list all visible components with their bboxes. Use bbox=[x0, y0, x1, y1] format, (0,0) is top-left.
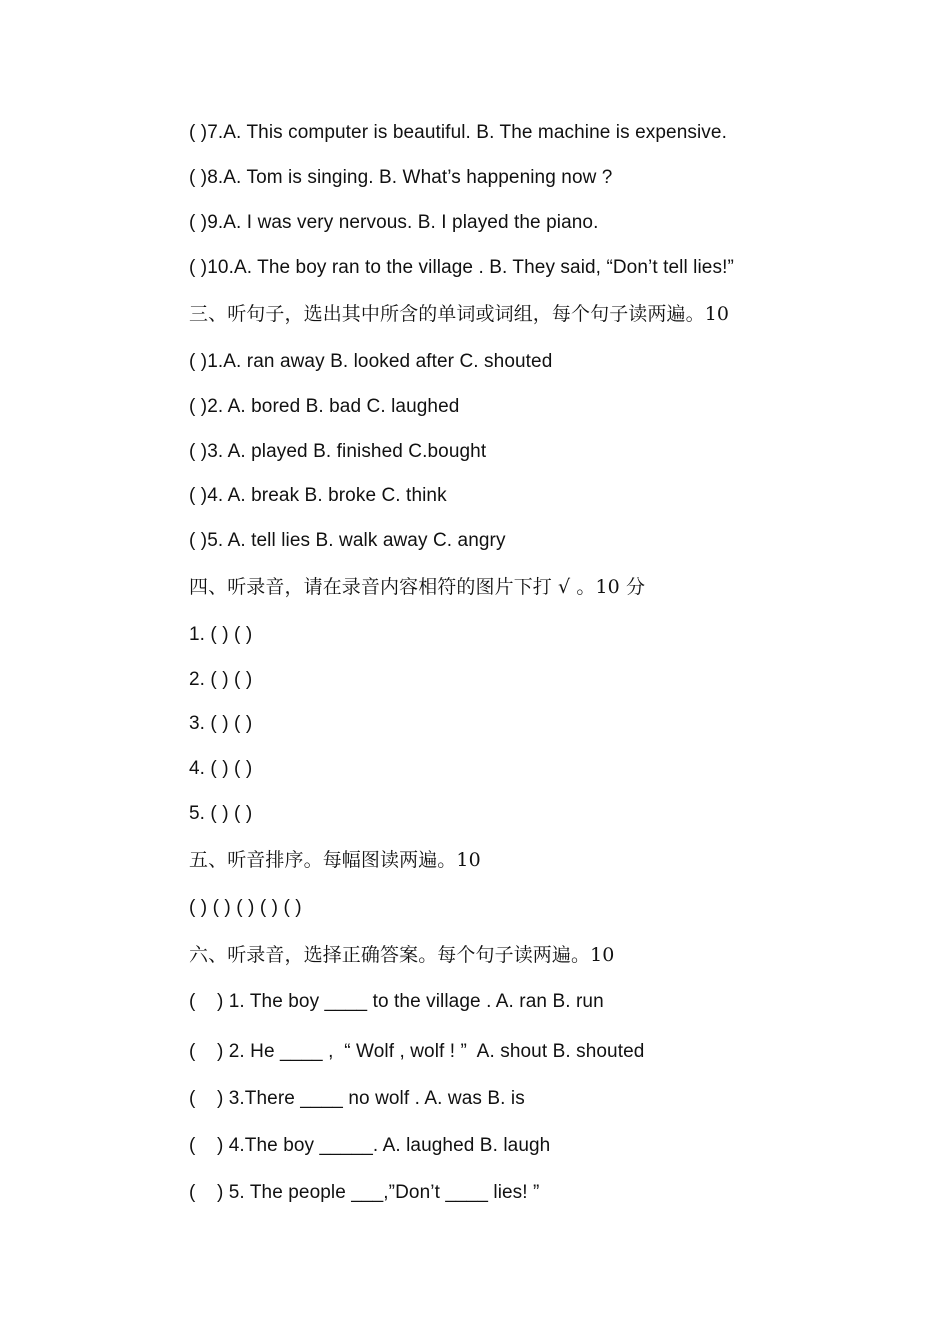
question-9: ( )9.A. I was very nervous. B. I played the piano. bbox=[189, 212, 599, 233]
section-6-question-5: ( ) 5. The people ___,”Don’t ____ lies! ” bbox=[189, 1182, 540, 1203]
question-7: ( )7.A. This computer is beautiful. B. The machine is expensive. bbox=[189, 122, 727, 143]
section-4-item-3: 3. ( ) ( ) bbox=[189, 713, 253, 734]
section-6-question-1: ( ) 1. The boy ____ to the village . A. ran B. run bbox=[189, 991, 604, 1012]
section-4-item-2: 2. ( ) ( ) bbox=[189, 669, 253, 690]
question-10: ( )10.A. The boy ran to the village . B. They said, “Don’t tell lies!” bbox=[189, 257, 734, 278]
section-6-question-3: ( ) 3.There ____ no wolf . A. was B. is bbox=[189, 1088, 525, 1109]
section-3-question-5: ( )5. A. tell lies B. walk away C. angry bbox=[189, 530, 506, 551]
section-3-question-3: ( )3. A. played B. finished C.bought bbox=[189, 441, 487, 462]
section-5-heading: 五、听音排序。每幅图读两遍。10 bbox=[189, 849, 481, 871]
section-4-item-5: 5. ( ) ( ) bbox=[189, 803, 253, 824]
question-8: ( )8.A. Tom is singing. B. What’s happening now ? bbox=[189, 167, 613, 188]
section-3-question-4: ( )4. A. break B. broke C. think bbox=[189, 485, 447, 506]
section-4-item-4: 4. ( ) ( ) bbox=[189, 758, 253, 779]
section-3-heading: 三、听句子，选出其中所含的单词或词组，每个句子读两遍。10 bbox=[189, 303, 730, 325]
section-6-question-2: ( ) 2. He ____ , “ Wolf , wolf ! ” A. shout B. shouted bbox=[189, 1041, 645, 1062]
section-5-order-blanks: ( ) ( ) ( ) ( ) ( ) bbox=[189, 897, 302, 918]
section-4-heading: 四、听录音，请在录音内容相符的图片下打 √ 。10 分 bbox=[189, 576, 646, 598]
section-4-item-1: 1. ( ) ( ) bbox=[189, 624, 253, 645]
section-6-heading: 六、听录音，选择正确答案。每个句子读两遍。10 bbox=[189, 944, 615, 966]
section-3-question-2: ( )2. A. bored B. bad C. laughed bbox=[189, 396, 460, 417]
section-3-question-1: ( )1.A. ran away B. looked after C. shouted bbox=[189, 351, 553, 372]
section-6-question-4: ( ) 4.The boy _____. A. laughed B. laugh bbox=[189, 1135, 551, 1156]
